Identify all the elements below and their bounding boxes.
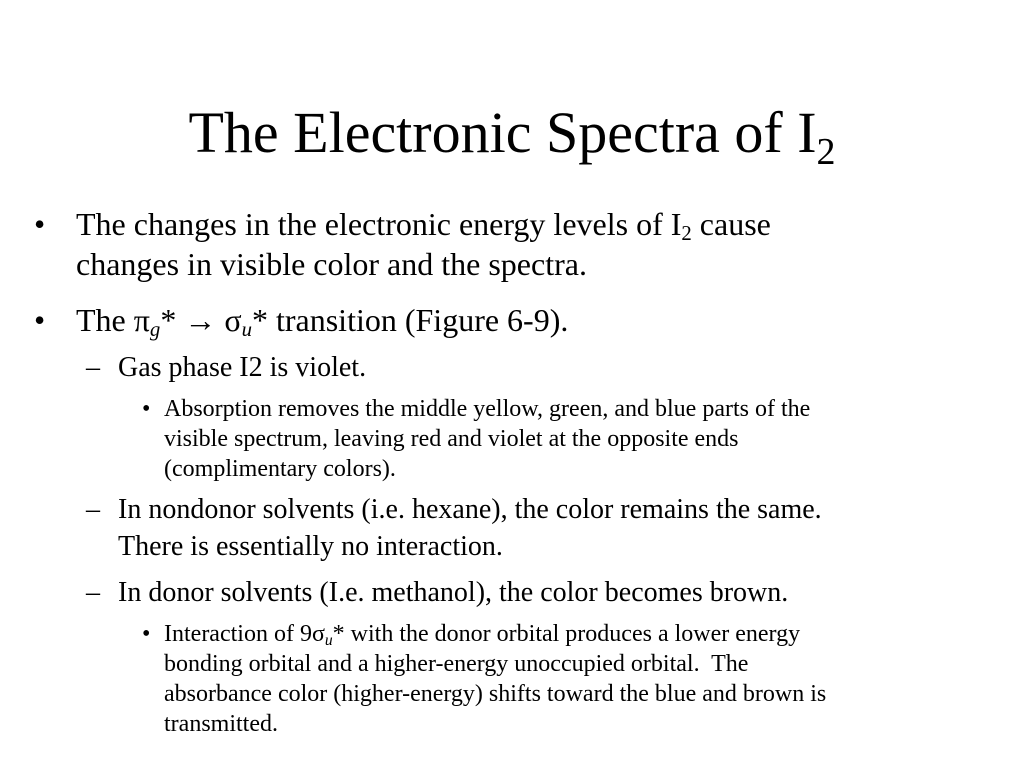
subbullet-nondonor-line2: There is essentially no interaction. [118, 531, 503, 562]
subscript: 2 [681, 222, 692, 246]
subbullet-gas-phase [86, 349, 998, 386]
slide-title-subscript: 2 [816, 131, 836, 173]
slide-title-text: The Electronic Spectra of I [188, 100, 817, 165]
bullet-marker: • [142, 621, 151, 647]
bullet-marker: • [142, 396, 151, 422]
subsubbullet-absorption-line2: visible spectrum, leaving red and violet at the opposite ends [164, 426, 739, 452]
subsubbullet-absorption [142, 394, 964, 484]
bullet-text: The changes in the electronic energy levels of I [76, 206, 682, 242]
bullet-text: Interaction of 9 [164, 621, 312, 647]
subsubbullet-interaction [142, 619, 964, 739]
bullet-energy-levels-line2: changes in visible color and the spectra. [76, 246, 587, 282]
bullet-text: The [76, 302, 134, 338]
bullet-marker: • [34, 302, 46, 338]
subbullet-donor [86, 574, 998, 611]
bullet-energy-levels-line1 [76, 204, 976, 244]
bullet-text: cause [691, 206, 771, 242]
subsubbullet-interaction-line4: transmitted. [164, 711, 278, 737]
sigma-symbol: σ [224, 302, 242, 338]
dash-marker: – [86, 577, 100, 608]
subbullet-nondonor [86, 491, 998, 565]
bullet-marker: • [34, 206, 46, 242]
bullet-transition-text [76, 300, 976, 340]
dash-marker: – [86, 494, 100, 525]
subscript-u: u [324, 631, 333, 649]
subscript-g: g [149, 318, 161, 342]
subsubbullet-interaction-line1 [164, 619, 964, 649]
subbullet-gas-phase-text: Gas phase I2 is violet. [118, 352, 367, 383]
pi-symbol: π [133, 302, 150, 338]
bullet-text: * with the donor orbital produces a lower energy [332, 621, 801, 647]
subscript-u: u [241, 318, 252, 342]
bullet-energy-levels [34, 204, 976, 284]
dash-marker: – [86, 352, 100, 383]
subsubbullet-interaction-line3: absorbance color (higher-energy) shifts toward the blue and brown is [164, 681, 827, 707]
arrow-symbol: → [184, 302, 217, 338]
subsubbullet-interaction-line2: bonding orbital and a higher-energy unoccupied orbital. The [164, 651, 749, 677]
subsubbullet-absorption-line3: (complimentary colors). [164, 456, 396, 482]
bullet-transition [34, 300, 976, 342]
subsubbullet-absorption-line1: Absorption removes the middle yellow, green, and blue parts of the [164, 396, 811, 422]
sigma-symbol: σ [311, 621, 325, 647]
subbullet-donor-text: In donor solvents (I.e. methanol), the color becomes brown. [118, 577, 789, 608]
subbullet-nondonor-line1: In nondonor solvents (i.e. hexane), the color remains the same. [118, 494, 822, 525]
bullet-text: * [160, 302, 185, 338]
bullet-text: * transition (Figure 6-9). [251, 302, 569, 338]
